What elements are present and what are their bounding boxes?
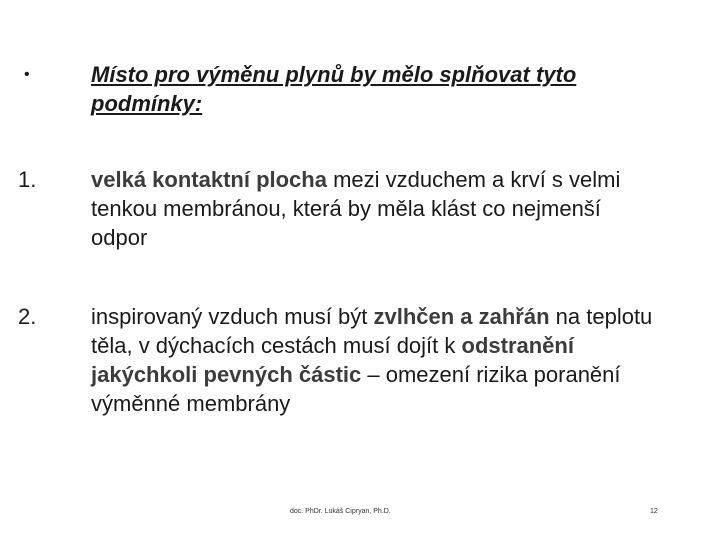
item-1-body: mezi vzduchem a krví s velmi tenkou membránou, která by měla klást co nejmenší odpor [91,167,621,250]
list-number-1: 1. [18,167,37,192]
item-2-part-1: inspirovaný vzduch musí být [91,304,374,329]
footer-page-number: 12 [650,508,658,515]
list-item-2-text [91,302,661,418]
list-item-1-text [91,165,661,252]
item-2-part-2: na teplotu těla, v dýchacích cestách musí dojít k [91,304,653,358]
heading-text: Místo pro výměnu plynů by mělo splňovat tyto podmínky: [91,62,577,116]
item-2-part-3: – omezení rizika poranění výměnné membrány [91,362,621,416]
bullet-marker: • [24,66,30,83]
footer-author: doc. PhDr. Lukáš Cipryan, Ph.D. [290,508,391,515]
emphasis-contact-area: velká kontaktní plocha [91,167,327,192]
emphasis-particle-removal: odstranění jakýchkoli pevných částic [91,333,574,387]
list-number-2: 2. [18,304,37,329]
emphasis-humidified-warmed: zvlhčen a zahřán [373,304,550,329]
